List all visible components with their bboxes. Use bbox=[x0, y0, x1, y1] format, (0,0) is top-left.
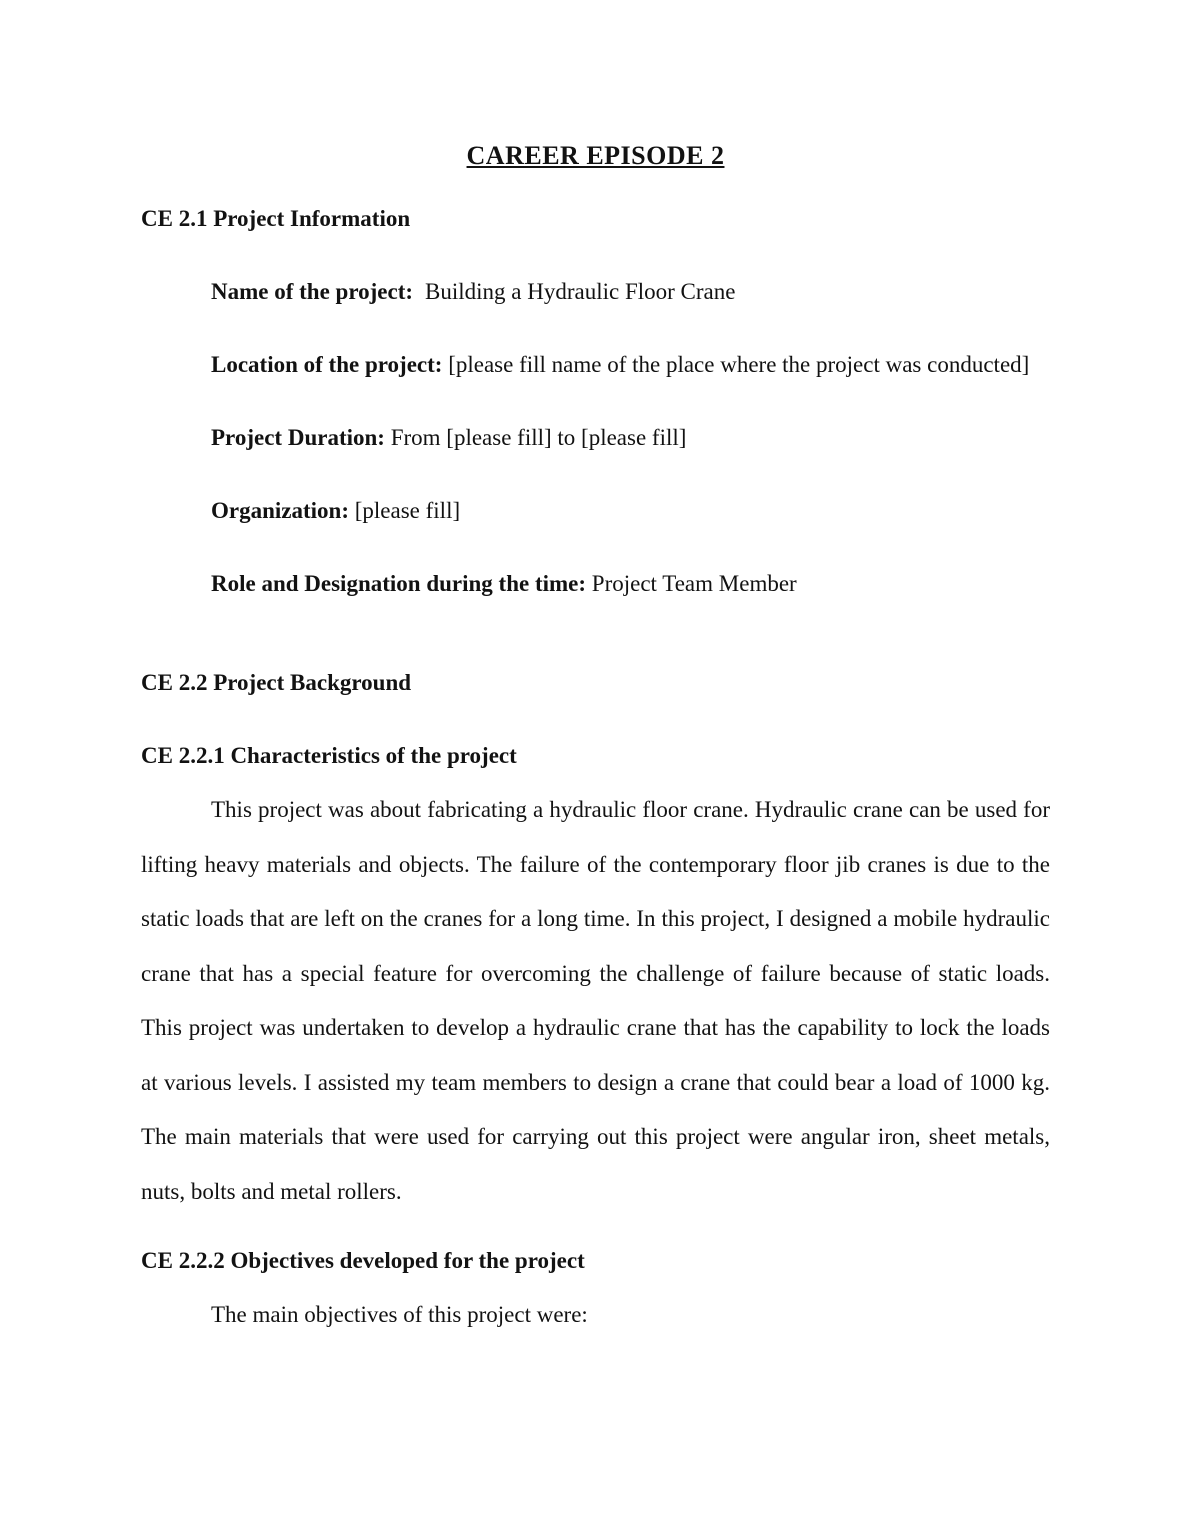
field-label-project-location: Location of the project: bbox=[211, 352, 443, 377]
field-project-name bbox=[141, 265, 1050, 319]
field-value-organization: [please fill] bbox=[349, 498, 461, 523]
document-title: CAREER EPISODE 2 bbox=[466, 141, 725, 170]
field-label-organization: Organization: bbox=[211, 498, 349, 523]
field-project-duration bbox=[141, 411, 1050, 465]
section-heading-objectives: CE 2.2.2 Objectives developed for the project bbox=[141, 1248, 585, 1273]
field-role-designation bbox=[141, 557, 1050, 611]
objectives-intro-line: The main objectives of this project were: bbox=[211, 1302, 588, 1327]
section-heading-project-background: CE 2.2 Project Background bbox=[141, 670, 412, 695]
field-value-project-location: [please fill name of the place where the project was conducted] bbox=[442, 352, 1030, 377]
field-organization bbox=[141, 484, 1050, 538]
field-project-location bbox=[141, 338, 1050, 392]
field-label-project-name: Name of the project: bbox=[211, 279, 414, 304]
field-label-project-duration: Project Duration: bbox=[211, 425, 385, 450]
section-heading-project-information: CE 2.1 Project Information bbox=[141, 206, 411, 231]
section-heading-characteristics: CE 2.2.1 Characteristics of the project bbox=[141, 743, 517, 768]
field-value-role-designation: Project Team Member bbox=[586, 571, 797, 596]
field-value-project-duration: From [please fill] to [please fill] bbox=[384, 425, 687, 450]
characteristics-paragraph: This project was about fabricating a hydraulic floor crane. Hydraulic crane can be used for lifting heavy materials and objects. The failure of the contemporary floor jib cranes is due to the static loads that are left on the cranes for a long time. In this project, I designed a mobile hydraulic crane that has a special feature for overcoming the challenge of failure because of static loads. This project was undertaken to develop a hydraulic crane that has the capability to lock the loads at various levels. I assisted my team members to design a crane that could bear a load of 1000 kg. The main materials that were used for carrying out this project were angular iron, sheet metals, nuts, bolts and metal rollers. bbox=[141, 797, 1050, 1204]
field-label-role-designation: Role and Designation during the time: bbox=[211, 571, 587, 596]
field-value-project-name: Building a Hydraulic Floor Crane bbox=[425, 279, 736, 304]
